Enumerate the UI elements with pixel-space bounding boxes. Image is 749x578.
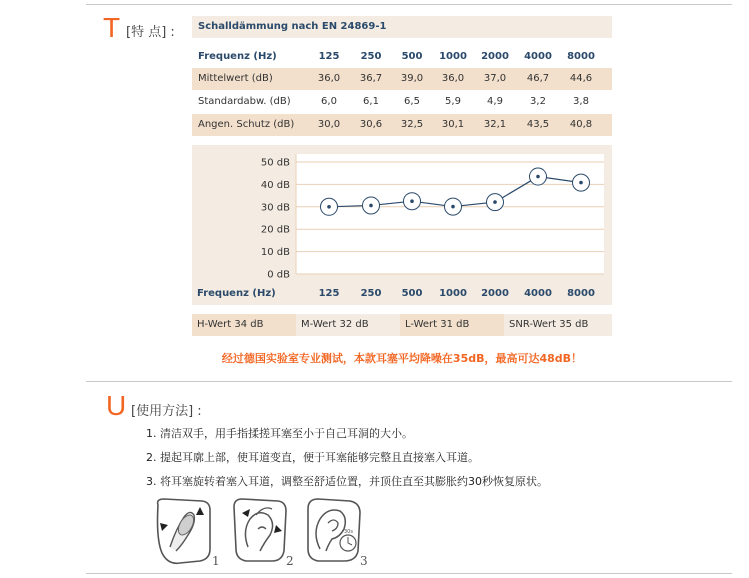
- snr-value: SNR-Wert 35 dB: [509, 319, 589, 330]
- row-label: Mittelwert (dB): [198, 73, 273, 84]
- table-cell: 44,6: [569, 73, 593, 84]
- table-cell: 6,5: [404, 96, 420, 107]
- illustration-insert-earplug: [298, 495, 374, 569]
- table-cell: 30,0: [317, 119, 341, 130]
- y-tick-label: 30 dB: [260, 202, 290, 214]
- data-point-center: [579, 181, 583, 185]
- header-label: Frequenz (Hz): [198, 51, 277, 62]
- table-cell: 37,0: [483, 73, 507, 84]
- table-cell: 46,7: [526, 73, 550, 84]
- step-1: 1. 清洁双手，用手指揉搓耳塞至小于自己耳洞的大小。: [146, 427, 413, 440]
- x-tick-label: 250: [360, 288, 382, 299]
- table-cell: 40,8: [569, 119, 593, 130]
- table-row: [192, 91, 612, 113]
- table-cell: 32,1: [483, 119, 507, 130]
- data-point-center: [536, 175, 540, 179]
- header-freq: 1000: [439, 51, 467, 62]
- m-value: M-Wert 32 dB: [301, 319, 369, 330]
- table-title: Schalldämmung nach EN 24869-1: [192, 16, 612, 38]
- illustration-number: 2: [286, 554, 294, 568]
- header-freq: 125: [318, 51, 340, 62]
- table-row: [192, 68, 612, 90]
- row-label: Standardabw. (dB): [198, 96, 291, 107]
- step-3: 3. 将耳塞旋转着塞入耳道，调整至舒适位置，并顶住直至其膨胀约30秒恢复原状。: [146, 475, 548, 488]
- table-row: [192, 114, 612, 136]
- highlight-text: 经过德国实验室专业测试，本款耳塞平均降噪在35dB，最高可达48dB！: [221, 352, 583, 365]
- table-header-row: [192, 46, 612, 68]
- row-label: Angen. Schutz (dB): [198, 119, 295, 130]
- table-cell: 5,9: [445, 96, 461, 107]
- table-cell: 39,0: [400, 73, 424, 84]
- y-tick-label: 20 dB: [260, 224, 290, 236]
- l-value: L-Wert 31 dB: [400, 314, 504, 336]
- section-divider: [86, 381, 732, 382]
- illustration-number: 1: [212, 554, 220, 568]
- table-cell: 6,1: [363, 96, 379, 107]
- data-point-center: [410, 199, 414, 203]
- x-tick-label: 500: [401, 288, 423, 299]
- x-axis-label: Frequenz (Hz): [197, 288, 276, 299]
- table-cell: 43,5: [526, 119, 550, 130]
- header-freq: 250: [360, 51, 382, 62]
- usage-letter: U: [106, 390, 127, 421]
- header-freq: 500: [401, 51, 423, 62]
- table-cell: 6,0: [321, 96, 337, 107]
- table-cell: 36,0: [441, 73, 465, 84]
- header-freq: 4000: [524, 51, 552, 62]
- h-value: H-Wert 34 dB: [192, 314, 296, 336]
- illustration-lift-ear: [224, 495, 300, 569]
- table-cell: 36,0: [317, 73, 341, 84]
- bottom-divider: [86, 573, 732, 574]
- rating-summary: [192, 314, 612, 336]
- x-tick-label: 8000: [567, 288, 595, 299]
- features-letter: T: [103, 12, 121, 43]
- step-2: 2. 提起耳廓上部，使耳道变直，便于耳塞能够完整且直接塞入耳道。: [146, 451, 479, 464]
- features-label: [特 点] :: [126, 25, 175, 40]
- y-tick-label: 10 dB: [260, 247, 290, 259]
- attenuation-chart: [192, 145, 612, 305]
- timer-badge: 30s: [344, 529, 353, 535]
- table-cell: 30,1: [441, 119, 465, 130]
- table-cell: 30,6: [359, 119, 383, 130]
- chart-svg: [192, 145, 612, 305]
- data-point-center: [369, 204, 373, 208]
- x-tick-label: 2000: [481, 288, 509, 299]
- illustration-roll-earplug: [150, 495, 226, 569]
- table-cell: 32,5: [400, 119, 424, 130]
- y-tick-label: 0 dB: [267, 269, 290, 281]
- table-cell: 3,8: [573, 96, 589, 107]
- table-cell: 4,9: [487, 96, 503, 107]
- table-cell: 3,2: [530, 96, 546, 107]
- top-divider: [86, 4, 732, 5]
- y-tick-label: 50 dB: [260, 157, 290, 169]
- data-point-center: [493, 200, 497, 204]
- data-point-center: [327, 205, 331, 209]
- y-tick-label: 40 dB: [260, 179, 290, 191]
- header-freq: 2000: [481, 51, 509, 62]
- x-tick-label: 4000: [524, 288, 552, 299]
- header-freq: 8000: [567, 51, 595, 62]
- table-cell: 36,7: [359, 73, 383, 84]
- usage-label: [使用方法] :: [131, 404, 202, 419]
- x-tick-label: 125: [318, 288, 340, 299]
- x-tick-label: 1000: [439, 288, 467, 299]
- illustration-number: 3: [360, 554, 368, 568]
- data-point-center: [451, 205, 455, 209]
